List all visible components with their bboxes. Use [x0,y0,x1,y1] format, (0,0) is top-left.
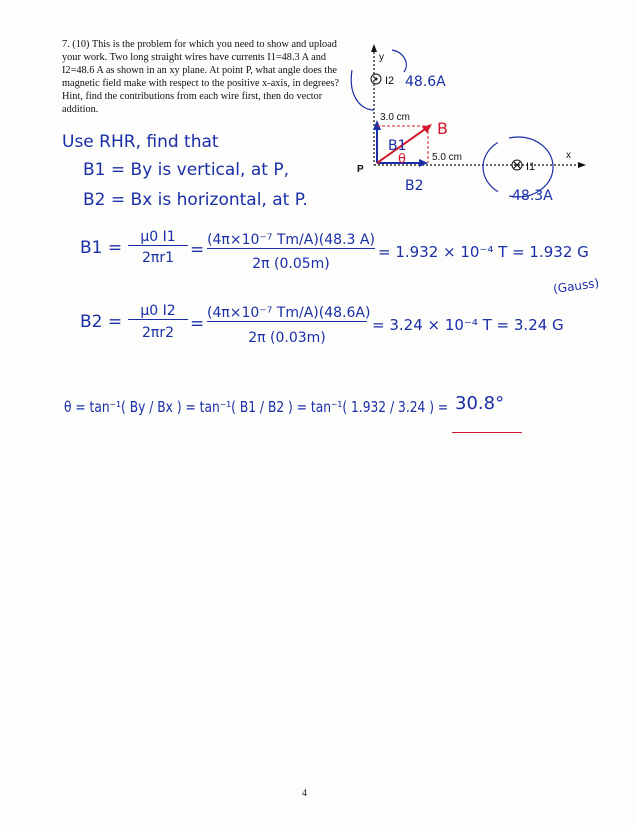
eq1-substitution-numerator: (4π×10⁻⁷ Tm/A)(48.3 A) [207,232,375,248]
b1-hand-label: B1 [388,138,407,154]
work-line-2: B1 = By is vertical, at P, [83,160,289,180]
eq1-formula-denominator: 2πr1 [142,250,174,266]
answer-value: 30.8° [455,393,505,414]
gauss-note: (Gauss) [552,275,600,297]
worksheet-page: 7. (10) This is the problem for which you need to show and upload your work. Two long straight wires have currents I1=48.3 A and I2=48.6 A as shown in an xy plane. At point P, what angle does the magnetic field make with respect to the positive x-axis, in degrees? Hint, find the contributions from each wire first, then do vector addition. y I2 48.6A 3.0 cm x 5.0 cm P I1 48.3A B1 θ B B2 Use RHR, find that B1 = By is vertical, at P, B2 = Bx is horizontal, at P. B1 = μ0 I1 2πr1 = (4π×10⁻⁷ Tm/A)(48.3 A) 2π (0.05m) = 1.932 × 10⁻⁴ T = 1.932 G (Gauss) B2 = μ0 I2 2πr2 = (4π×10⁻⁷ Tm/A)(48.6A) 2π (0.03m) = 3.24 × 10⁻⁴ T = 3.24 G θ = tan⁻¹( By / Bx ) = tan⁻¹( B1 / B2 ) = tan⁻¹( 1.932 / 3.24 ) = 30.8° 4 [0,0,637,825]
work-line-3: B2 = Bx is horizontal, at P. [83,190,308,210]
x-axis-label: x [566,150,571,161]
eq2-lhs: B2 = [80,312,123,332]
wire2-hand-current: 48.6A [405,74,446,90]
theta-label: θ [398,152,406,167]
b-hand-label: B [437,119,448,138]
eq1-substitution-denominator: 2π (0.05m) [252,256,330,272]
problem-statement: 7. (10) This is the problem for which you need to show and upload your work. Two long straight wires have currents I1=48.3 A and I2=48.6 A as shown in an xy plane. At point P, what angle does the magnetic field make with respect to the positive x-axis, in degrees? Hint, find the contributions from each wire first, then do vector addition. [62,39,340,115]
wire1-hand-current: 48.3A [512,188,553,204]
y-axis-arrow-icon [371,44,377,52]
point-p-label: P [357,164,364,175]
eq1-formula-numerator: μ0 I1 [128,229,188,246]
eq2-substitution-denominator: 2π (0.03m) [248,330,326,346]
eq1-result: = 1.932 × 10⁻⁴ T = 1.932 G [378,243,589,261]
wire2-label: I2 [385,75,395,87]
distance-horizontal-label: 5.0 cm [432,152,463,163]
wire1-label: I1 [526,161,536,173]
eq2-formula-numerator: μ0 I2 [128,303,188,320]
answer-underline [452,432,522,433]
distance-vertical-label: 3.0 cm [380,112,411,123]
eq2-result: = 3.24 × 10⁻⁴ T = 3.24 G [372,316,564,334]
page-number: 4 [302,788,307,799]
theta-equation: θ = tan⁻¹( By / Bx ) = tan⁻¹( B1 / B2 ) = tan⁻¹( 1.932 / 3.24 ) = [64,398,449,416]
eq2-formula-denominator: 2πr2 [142,325,174,341]
y-axis-label: y [379,52,384,63]
work-line-1: Use RHR, find that [62,132,219,152]
eq1-lhs: B1 = [80,238,123,258]
x-axis-arrow-icon [578,162,586,168]
eq2-substitution-numerator: (4π×10⁻⁷ Tm/A)(48.6A) [207,305,371,321]
b2-hand-label: B2 [405,178,424,194]
